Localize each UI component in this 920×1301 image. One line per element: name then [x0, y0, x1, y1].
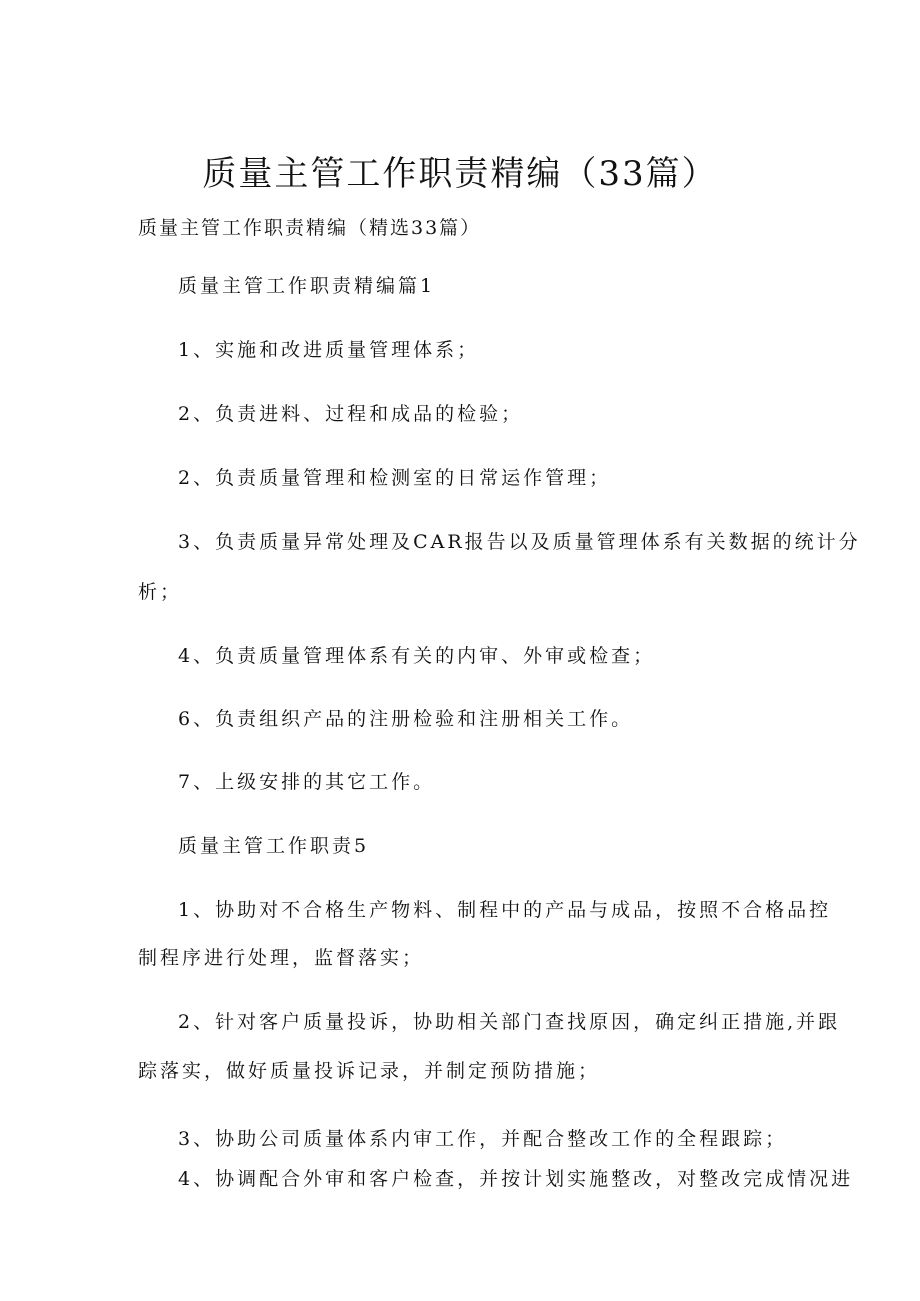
paragraph-continuation: 制程序进行处理，监督落实； [138, 947, 425, 969]
paragraph: 6、负责组织产品的注册检验和注册相关工作。 [178, 708, 634, 730]
paragraph: 4、负责质量管理体系有关的内审、外审或检查； [178, 645, 656, 667]
document-subtitle: 质量主管工作职责精编（精选33篇） [138, 217, 482, 239]
document-title: 质量主管工作职责精编（33篇） [202, 154, 718, 194]
paragraph: 4、协调配合外审和客户检查，并按计划实施整改，对整改完成情况进 [178, 1168, 854, 1190]
paragraph: 2、负责质量管理和检测室的日常运作管理； [178, 467, 612, 489]
paragraph-continuation: 踪落实，做好质量投诉记录，并制定预防措施； [138, 1060, 601, 1082]
paragraph: 2、负责进料、过程和成品的检验； [178, 403, 524, 425]
paragraph: 3、协助公司质量体系内审工作，并配合整改工作的全程跟踪； [178, 1128, 788, 1150]
paragraph: 2、针对客户质量投诉，协助相关部门查找原因，确定纠正措施,并跟 [178, 1011, 841, 1033]
section-heading-2: 质量主管工作职责5 [178, 835, 370, 857]
paragraph: 7、上级安排的其它工作。 [178, 771, 436, 793]
paragraph: 3、负责质量异常处理及CAR报告以及质量管理体系有关数据的统计分 [178, 531, 861, 553]
paragraph: 1、协助对不合格生产物料、制程中的产品与成品，按照不合格品控 [178, 899, 832, 921]
section-heading-1: 质量主管工作职责精编篇1 [178, 275, 436, 297]
paragraph: 1、实施和改进质量管理体系； [178, 339, 480, 361]
paragraph-continuation: 析； [138, 581, 183, 603]
